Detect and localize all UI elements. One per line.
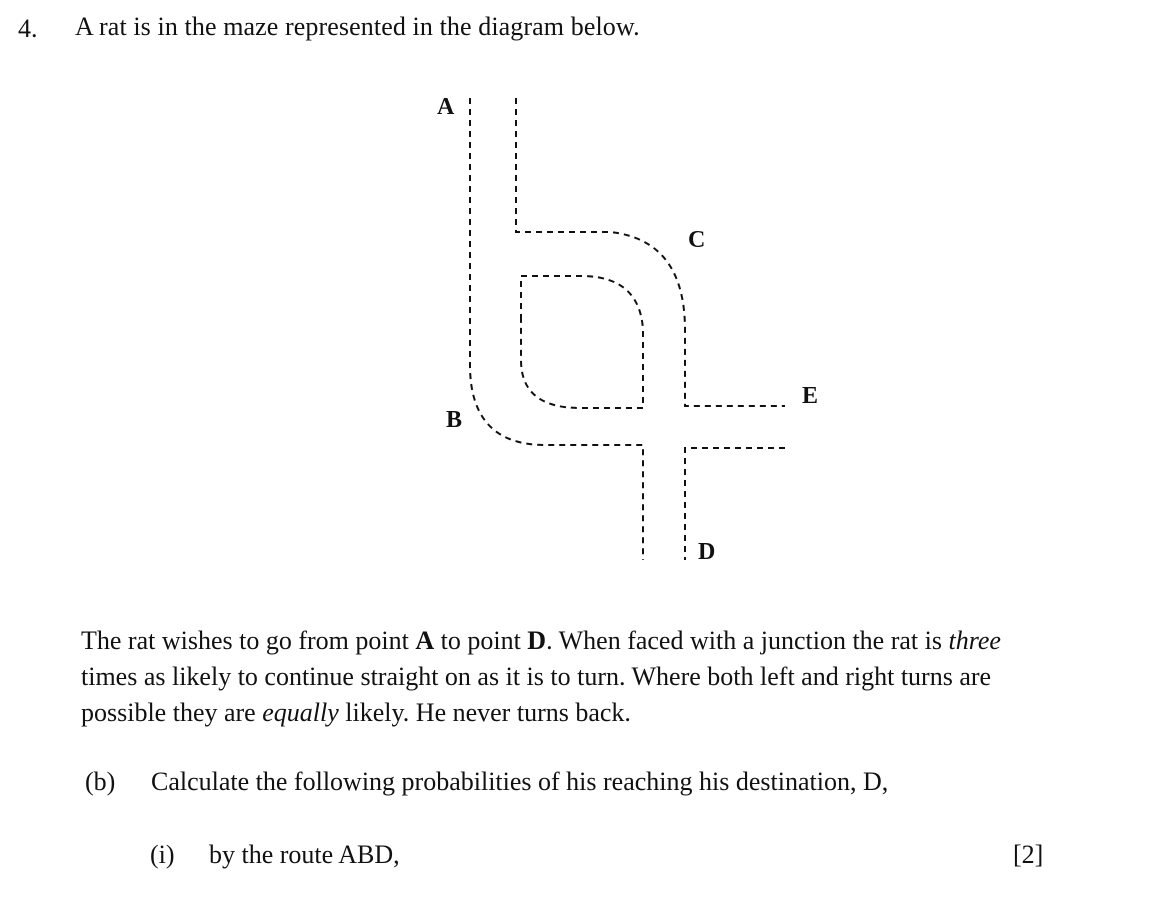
paragraph-text: possible they are	[81, 698, 263, 727]
label-point-e: E	[802, 383, 819, 409]
paragraph-text: The rat wishes to go from point	[81, 626, 416, 655]
label-point-b: B	[446, 407, 463, 433]
paragraph-text: to point	[434, 626, 528, 655]
maze-wall-inner-top	[516, 98, 785, 406]
label-point-c: C	[688, 227, 706, 253]
problem-paragraph	[81, 623, 1001, 731]
question-text: A rat is in the maze represented in the diagram below.	[75, 12, 640, 41]
emphasis-three: three	[948, 626, 1001, 655]
marks-indicator: [2]	[1013, 840, 1044, 869]
paragraph-text: . When faced with a junction the rat is	[546, 626, 949, 655]
maze-wall-island	[521, 276, 643, 408]
label-point-a: A	[437, 94, 455, 120]
part-b-label: (b)	[85, 767, 116, 796]
point-a-ref: A	[415, 626, 435, 655]
paragraph-text: likely. He never turns back.	[338, 698, 631, 727]
emphasis-equally: equally	[262, 698, 339, 727]
question-number: 4.	[18, 14, 38, 43]
part-b-text: Calculate the following probabilities of his reaching his destination, D,	[151, 767, 889, 796]
label-point-d: D	[698, 539, 716, 565]
paragraph-line-3	[81, 695, 1001, 731]
paragraph-line-1	[81, 623, 1001, 659]
paragraph-line-2: times as likely to continue straight on as it is to turn. Where both left and right turns are	[81, 662, 992, 691]
part-i-label: (i)	[150, 840, 175, 869]
part-i-text: by the route ABD,	[209, 840, 400, 869]
point-d-ref: D	[527, 626, 547, 655]
maze-wall-outer-left	[470, 98, 643, 560]
